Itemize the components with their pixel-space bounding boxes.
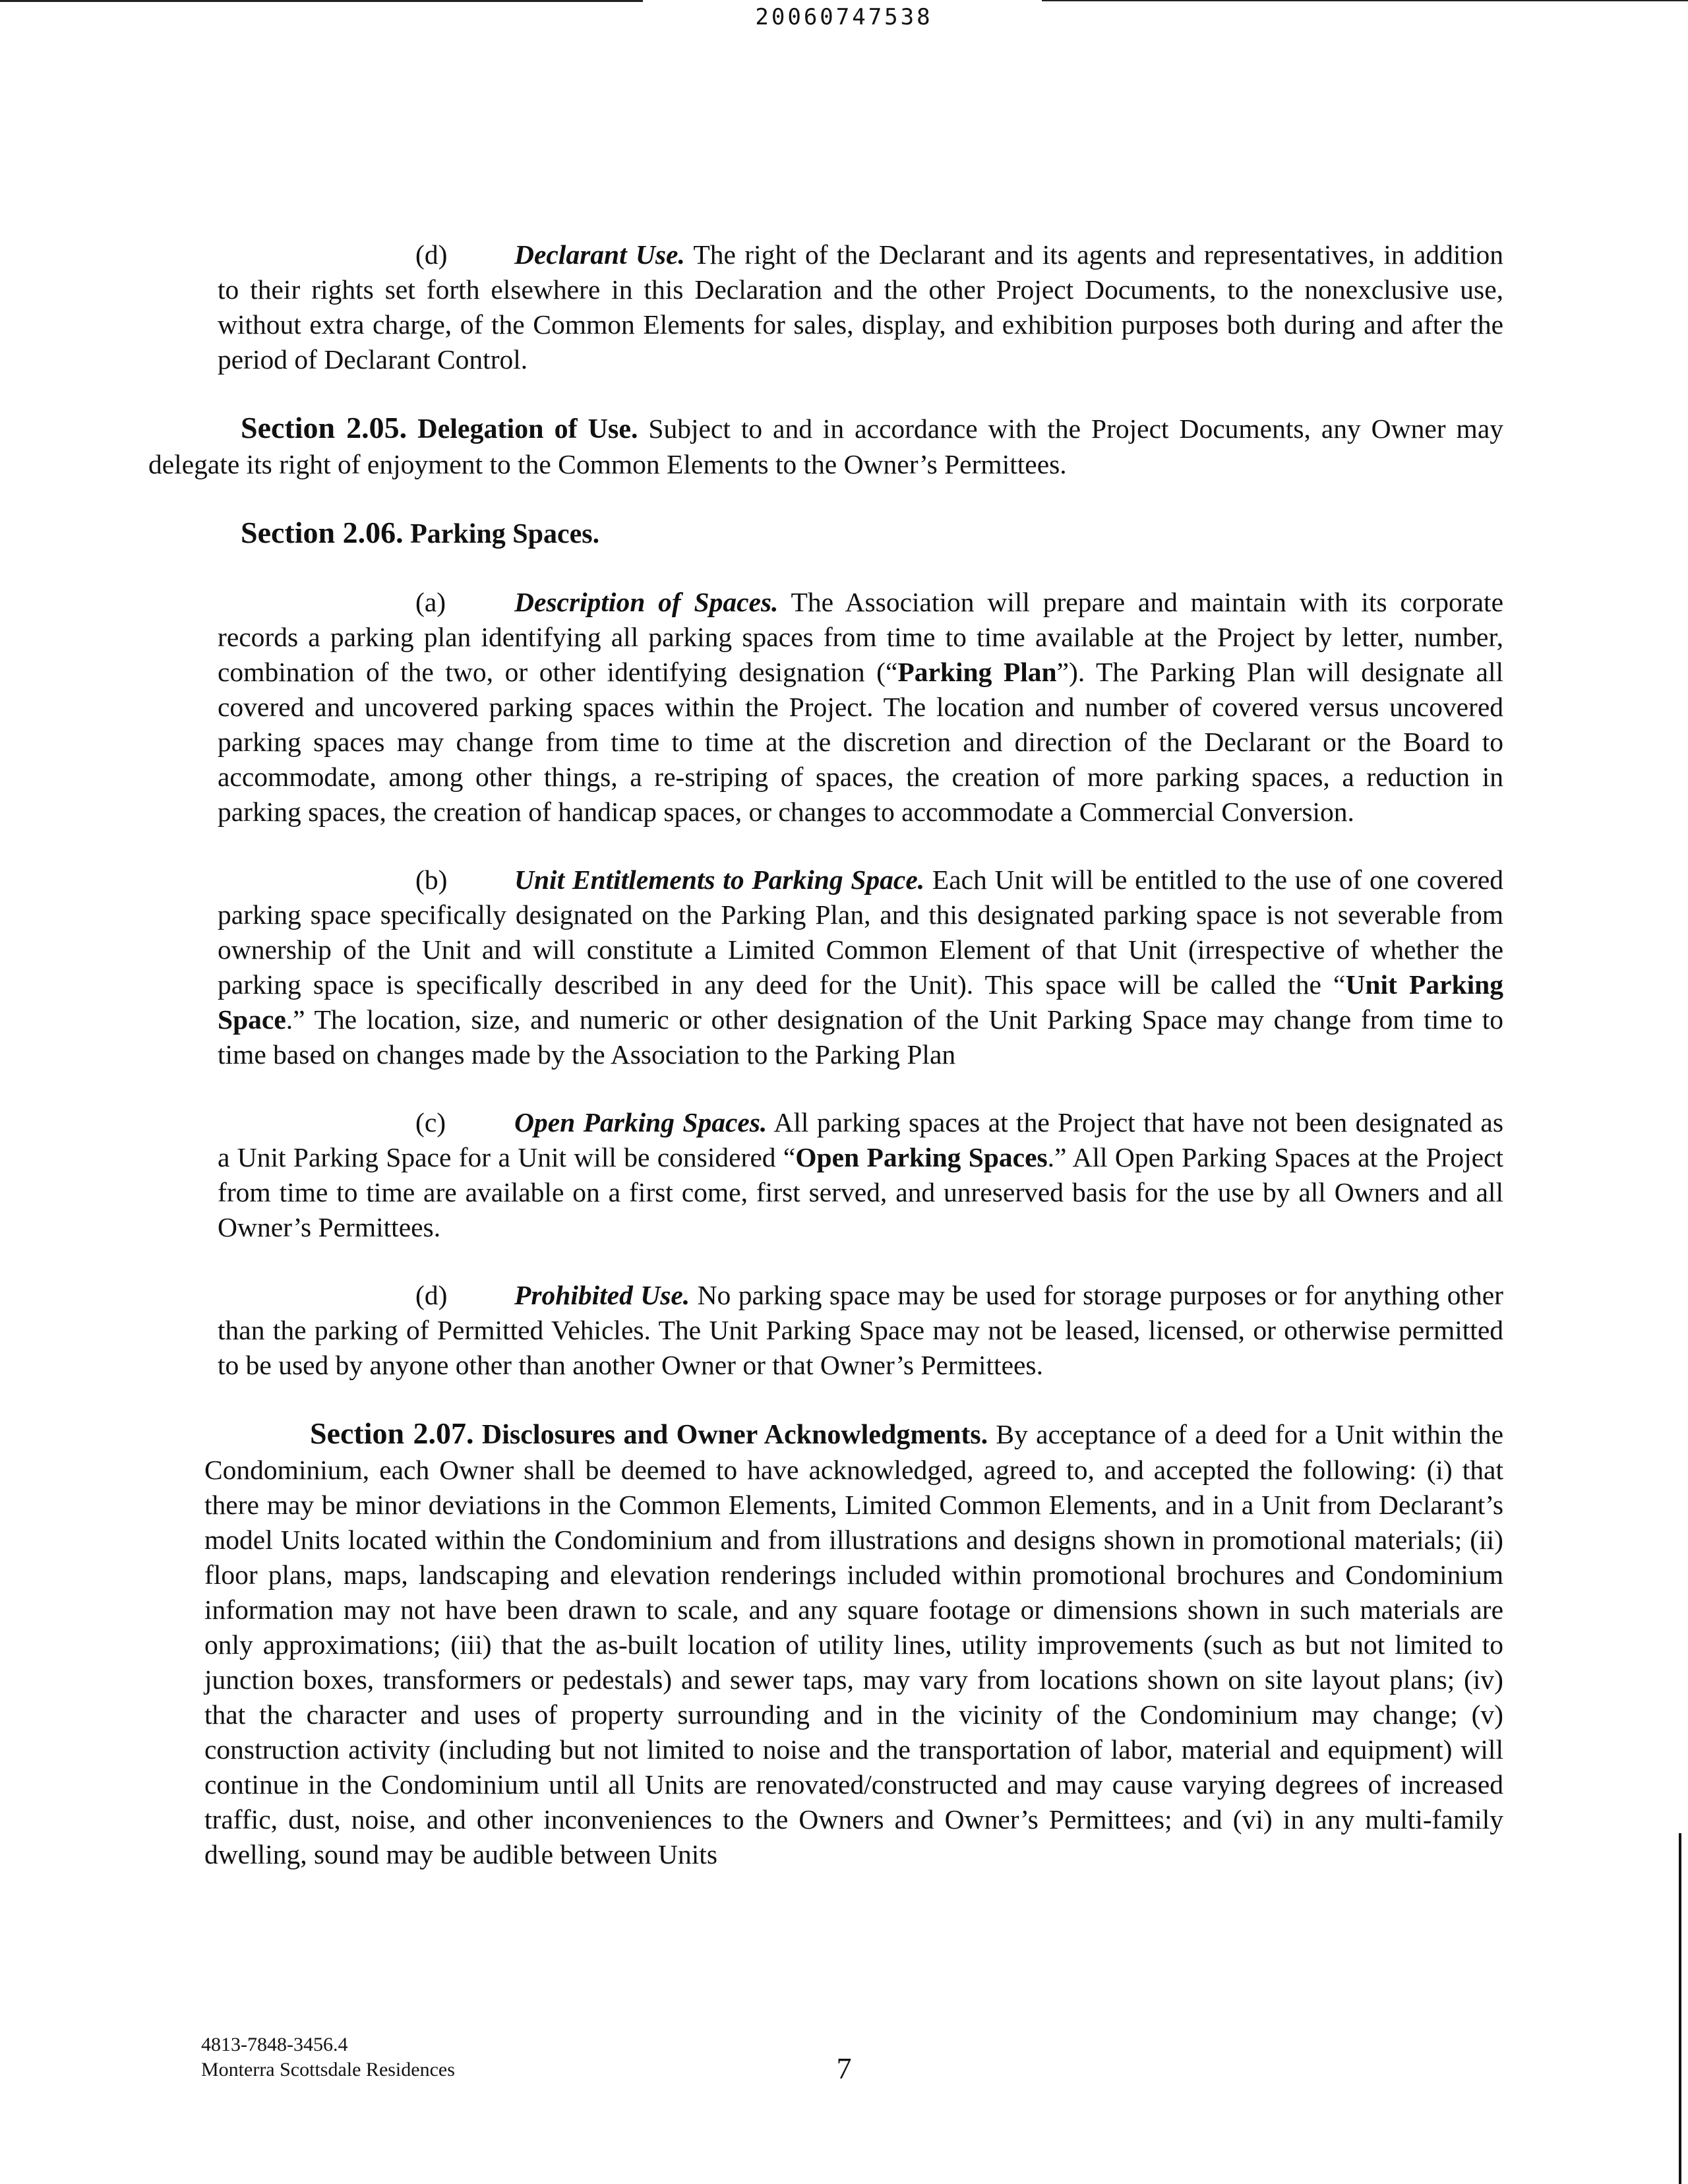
section-number: Section 2.07. bbox=[310, 1416, 474, 1450]
paragraph-unit-entitlements bbox=[218, 863, 1503, 1072]
section-heading bbox=[241, 516, 600, 549]
document-number: 20060747538 bbox=[755, 4, 933, 30]
section-number: Section 2.05. bbox=[241, 411, 407, 444]
paragraph-title: Description of Spaces. bbox=[514, 587, 779, 617]
paragraph-title: Prohibited Use. bbox=[514, 1280, 690, 1310]
paragraph-text: .” All Open Parking Spaces at the Project from time to time are available on a first come, first served, and unreserved basis for the use by all Owners and all Owner’s Permittees. bbox=[218, 1142, 1503, 1242]
defined-term: Open Parking Spaces bbox=[795, 1142, 1048, 1172]
section-text: By acceptance of a deed for a Unit within the Condominium, each Owner shall be deemed to have acknowledged, agreed to, and accepted the following: (i) that there may be minor deviations in the Common Elements, Limited Common Elements, and in a Unit from Declarant’s model Units located within the Condominium and from illustrations and designs shown in promotional materials; (ii) floor plans, maps, landscaping and elevation renderings included within promotional brochures and Condominium information may not have been drawn to scale, and any square footage or dimensions shown in such materials are only approximations; (iii) that the as-built location of utility lines, utility improvements (such as but not limited to junction boxes, transformers or pedestals) and sewer taps, may vary from locations shown on site layout plans; (iv) that the character and uses of property surrounding and in the vicinity of the Condominium may change; (v) construction activity (including but not limited to noise and the transportation of labor, material and equipment) will continue in the Condominium until all Units are renovated/constructed and may cause varying degrees of increased traffic, dust, noise, and other inconveniences to the Owners and Owner’s Permittees; and (vi) in any multi-family dwelling, sound may be audible between Units bbox=[204, 1419, 1504, 1869]
defined-term: Unit Parking Space bbox=[218, 969, 1503, 1035]
paragraph-label: (b) bbox=[415, 864, 448, 895]
section-title: Disclosures and Owner Acknowledgments. bbox=[481, 1420, 988, 1450]
section-number: Section 2.06. bbox=[241, 516, 404, 549]
section-title: Parking Spaces. bbox=[410, 519, 600, 549]
paragraph-text: The right of the Declarant and its agents and representatives, in addition to their rights set forth elsewhere in this Declaration and the other Project Documents, to the nonexclusive use, without extra charge, of the Common Elements for sales, display, and exhibition purposes both during and after the period of Declarant Control. bbox=[218, 239, 1504, 375]
paragraph-description-of-spaces bbox=[218, 585, 1503, 830]
footer-project-name: Monterra Scottsdale Residences bbox=[201, 2059, 455, 2080]
page-number: 7 bbox=[836, 2051, 852, 2085]
paragraph-title: Unit Entitlements to Parking Space. bbox=[514, 864, 925, 895]
paragraph-prohibited-use bbox=[218, 1278, 1503, 1383]
paragraph-text: .” The location, size, and numeric or other designation of the Unit Parking Space may change from time to time based on changes made by the Association to the Parking Plan bbox=[218, 1004, 1503, 1070]
section-text: Subject to and in accordance with the Project Documents, any Owner may delegate its right of enjoyment to the Common Elements to the Owner’s Permittees. bbox=[148, 413, 1503, 479]
paragraph-label: (a) bbox=[415, 587, 446, 617]
header-rule-left bbox=[0, 0, 643, 2]
paragraph-label: (d) bbox=[415, 1280, 448, 1310]
paragraph-title: Open Parking Spaces. bbox=[514, 1107, 768, 1138]
section-2-05 bbox=[148, 410, 1503, 482]
page-body bbox=[148, 237, 1504, 1872]
paragraph-open-parking bbox=[218, 1105, 1503, 1245]
paragraph-label: (d) bbox=[415, 239, 448, 270]
scan-edge-mark bbox=[1679, 1833, 1681, 2184]
section-title: Delegation of Use. bbox=[417, 414, 638, 444]
footer-doc-id: 4813-7848-3456.4 bbox=[201, 2034, 348, 2055]
paragraph-text: Each Unit will be entitled to the use of one covered parking space specifically designated on the Parking Plan, and this designated parking space is not severable from ownership of the Unit and will constitute a Limited Common Element of that Unit (irrespective of whether the parking space is specifically described in any deed for the Unit). This space will be called the “ bbox=[218, 864, 1503, 1000]
paragraph-text: No parking space may be used for storage purposes or for anything other than the parking of Permitted Vehicles. The Unit Parking Space may not be leased, licensed, or otherwise permitted to be used by anyone other than another Owner or that Owner’s Permittees. bbox=[218, 1280, 1503, 1380]
paragraph-text: ”). The Parking Plan will designate all covered and uncovered parking spaces within the Project. The location and number of covered versus uncovered parking spaces may change from time to time at the discretion and direction of the Declarant or the Board to accommodate, among other things, a re-striping of spaces, the creation of more parking spaces, a reduction in parking spaces, the creation of handicap spaces, or changes to accommodate a Commercial Conversion. bbox=[218, 657, 1504, 827]
section-2-06 bbox=[148, 515, 1503, 552]
paragraph-label: (c) bbox=[415, 1107, 446, 1138]
paragraph-text: All parking spaces at the Project that have not been designated as a Unit Parking Space for a Unit will be considered “ bbox=[218, 1107, 1503, 1172]
section-heading bbox=[310, 1416, 988, 1450]
section-heading bbox=[241, 411, 638, 444]
section-2-07 bbox=[204, 1416, 1503, 1872]
paragraph-declarant-use bbox=[218, 237, 1503, 377]
defined-term: Parking Plan bbox=[897, 657, 1057, 687]
header-rule-right bbox=[1042, 0, 1688, 1]
paragraph-title: Declarant Use. bbox=[514, 239, 685, 270]
paragraph-text: The Association will prepare and maintain with its corporate records a parking plan identifying all parking spaces from time to time available at the Project by letter, number, combination of the two, or other identifying designation (“ bbox=[218, 587, 1504, 687]
